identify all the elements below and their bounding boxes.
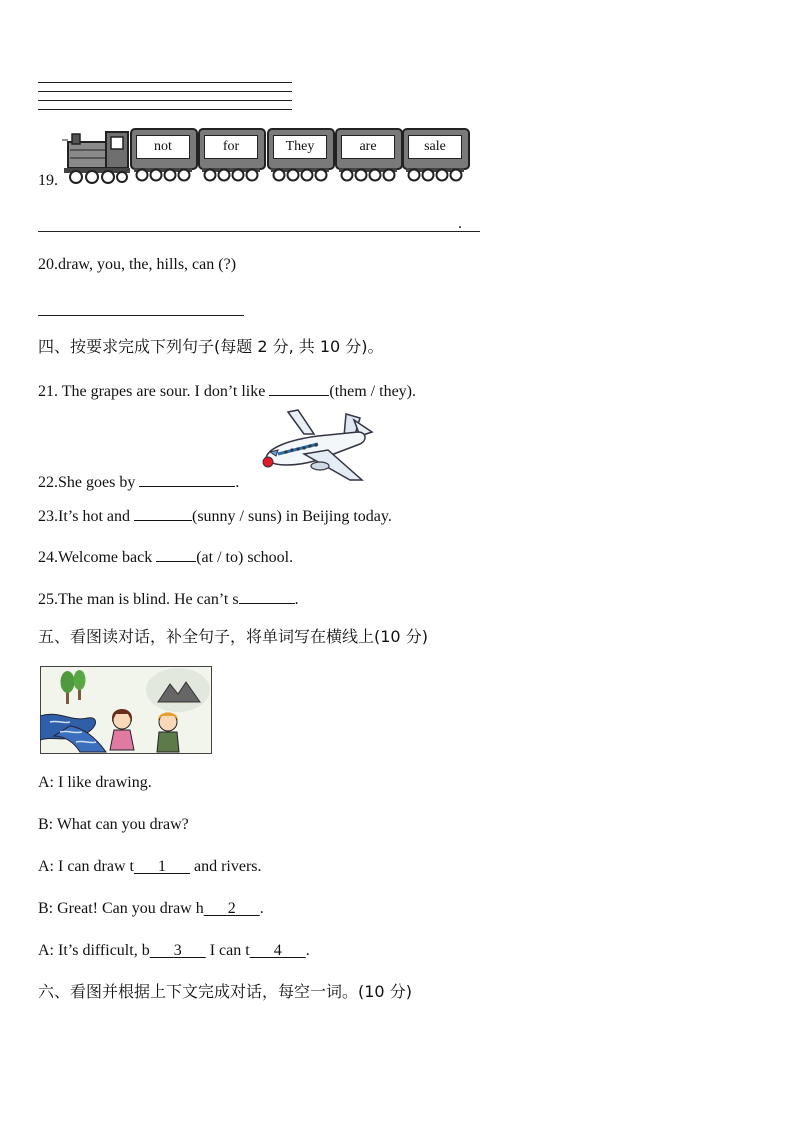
blank-number-label: 4 (273, 942, 282, 959)
question-23-before: 23.It’s hot and (38, 508, 134, 525)
train-car (335, 128, 401, 182)
question-19-number: 19. (38, 172, 58, 189)
dialogue-line-3 (38, 857, 262, 877)
section-6-title: 六、看图并根据上下文完成对话，每空一词。(10 分) (38, 982, 412, 1001)
question-24 (38, 545, 293, 568)
question-23 (38, 504, 392, 527)
answer-line (38, 109, 292, 110)
question-22-before: 22.She goes by (38, 474, 140, 491)
word-card: sale (408, 135, 462, 159)
answer-line (38, 100, 292, 101)
answer-line (38, 315, 244, 316)
train-car (130, 128, 196, 182)
airplane-icon (258, 404, 378, 488)
blank-number[interactable] (150, 942, 206, 959)
question-21 (38, 379, 416, 402)
answer-line (38, 91, 292, 92)
answer-blank[interactable] (239, 587, 295, 604)
wheels-icon (404, 168, 466, 182)
question-22 (38, 470, 239, 493)
question-21-after: (them / they). (329, 383, 416, 400)
question-22-after: . (235, 474, 240, 491)
answer-line (38, 231, 480, 232)
train-car (402, 128, 468, 182)
question-24-before: 24.Welcome back (38, 549, 157, 566)
dialogue-text: I can t (205, 942, 250, 959)
word-card: not (136, 135, 190, 159)
answer-end-punct: . (458, 215, 462, 232)
section-5-title: 五、看图读对话，补全句子，将单词写在横线上(10 分) (38, 627, 428, 646)
blank-number[interactable] (250, 942, 306, 959)
question-23-after: (sunny / suns) in Beijing today. (192, 508, 392, 525)
blank-number[interactable] (204, 900, 260, 917)
dialogue-text: . (259, 900, 264, 917)
answer-blank[interactable] (134, 504, 192, 521)
answer-blank[interactable] (139, 470, 235, 487)
blank-number[interactable] (134, 858, 190, 875)
dialogue-line-5 (38, 941, 310, 961)
wheels-icon (132, 168, 194, 182)
scene-illustration (40, 666, 212, 754)
dialogue-text: . (305, 942, 310, 959)
question-25 (38, 587, 299, 610)
answer-blank[interactable] (269, 379, 329, 396)
dialogue-text: A: It’s difficult, b (38, 942, 150, 959)
answer-line (38, 82, 292, 83)
blank-number-label: 1 (157, 858, 166, 875)
train-car (198, 128, 264, 182)
wheels-icon (200, 168, 262, 182)
question-21-before: . The grapes are sour. I don’t like (54, 383, 270, 400)
wheels-icon (337, 168, 399, 182)
dialogue-text: and rivers. (189, 858, 262, 875)
section-4-title: 四、按要求完成下列句子(每题 2 分, 共 10 分)。 (38, 337, 384, 356)
question-21-num: 21 (38, 383, 54, 400)
blank-number-label: 2 (227, 900, 236, 917)
word-card: for (204, 135, 258, 159)
dialogue-line-4 (38, 899, 264, 919)
locomotive-icon (62, 124, 132, 186)
wheels-icon (269, 168, 331, 182)
answer-blank[interactable] (156, 545, 196, 562)
blank-number-label: 3 (173, 942, 182, 959)
dialogue-line-1: A: I like drawing. (38, 774, 152, 791)
question-25-before: 25.The man is blind. He can’t s (38, 591, 239, 608)
word-card: are (341, 135, 395, 159)
question-20: 20.draw, you, the, hills, can (?) (38, 256, 237, 273)
question-24-after: (at / to) school. (196, 549, 294, 566)
word-card: They (273, 135, 327, 159)
dialogue-line-2: B: What can you draw? (38, 816, 189, 833)
question-25-after: . (294, 591, 299, 608)
train-car (267, 128, 333, 182)
dialogue-text: B: Great! Can you draw h (38, 900, 204, 917)
dialogue-text: A: I can draw t (38, 858, 134, 875)
